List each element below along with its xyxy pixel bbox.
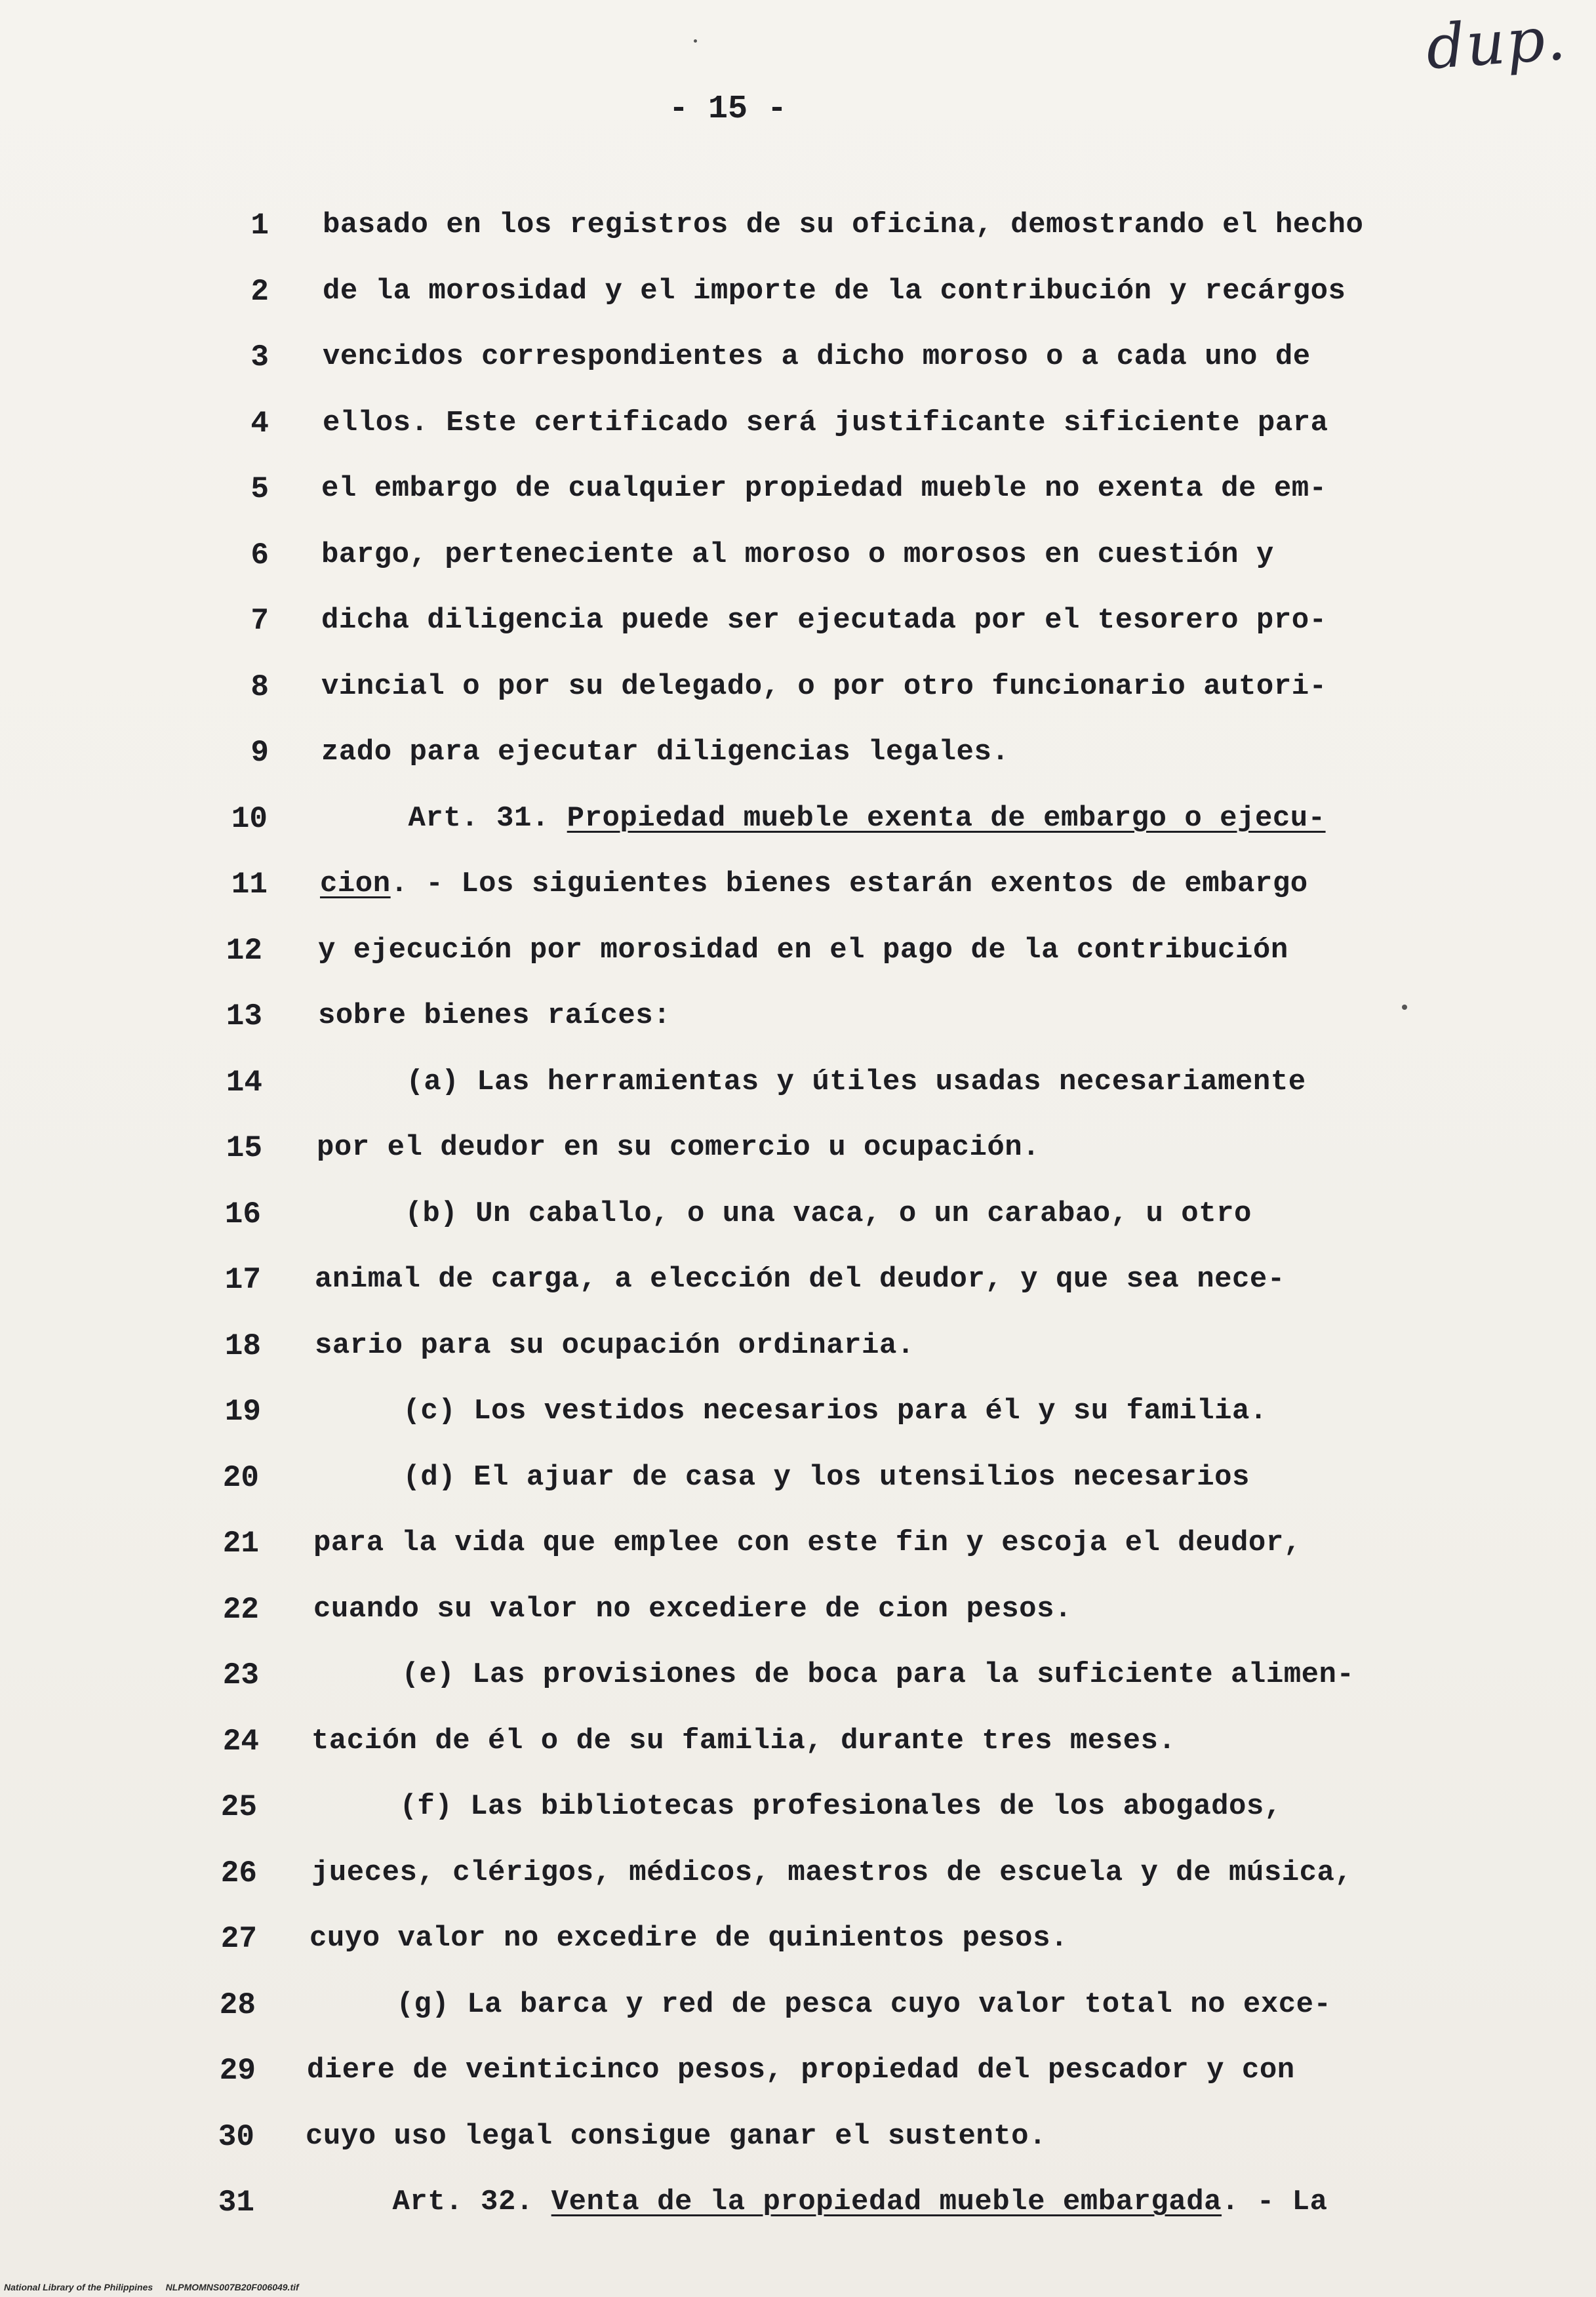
line-number: 11 <box>231 868 268 902</box>
text-line <box>0 1263 1443 1309</box>
line-number: 4 <box>250 406 269 441</box>
line-text-tail: . - La <box>1222 2186 1328 2218</box>
line-text: (a) Las herramientas y útiles usadas necesariamente <box>318 1065 1306 1098</box>
text-line <box>0 2186 1443 2231</box>
line-text: cuyo uso legal consigue ganar el sustento. <box>306 2119 1047 2153</box>
underlined-heading: Propiedad mueble exenta de embargo o ejecu- <box>567 801 1326 835</box>
text-line <box>0 209 1443 254</box>
line-number: 31 <box>218 2186 254 2220</box>
line-number: 3 <box>250 340 269 374</box>
text-line <box>0 1725 1443 1770</box>
line-text: cuando su valor no excediere de cion pesos. <box>313 1592 1072 1626</box>
line-number: 22 <box>222 1592 259 1627</box>
text-line <box>0 1461 1443 1507</box>
line-text: por el deudor en su comercio u ocupación. <box>317 1131 1041 1164</box>
line-number: 15 <box>226 1131 262 1165</box>
line-number: 24 <box>222 1724 259 1759</box>
text-line <box>0 1922 1443 1968</box>
line-text: el embargo de cualquier propiedad mueble no exenta de em- <box>321 472 1327 505</box>
line-number: 21 <box>222 1527 259 1561</box>
line-text: (d) El ajuar de casa y los utensilios necesarios <box>315 1460 1250 1494</box>
line-text: (c) Los vestidos necesarios para él y su familia. <box>315 1395 1267 1428</box>
text-line <box>0 1395 1443 1441</box>
text-line <box>0 1197 1443 1243</box>
line-number: 5 <box>250 472 269 506</box>
page-number: - 15 - <box>668 90 788 128</box>
text-line <box>0 1329 1443 1375</box>
line-text: (f) Las bibliotecas profesionales de los abogados, <box>311 1790 1282 1823</box>
line-text: sobre bienes raíces: <box>318 999 671 1032</box>
line-text-lead: Art. 31. <box>320 801 567 835</box>
paper-speck <box>1402 1005 1407 1010</box>
line-text: y ejecución por morosidad en el pago de la contribución <box>318 933 1288 967</box>
line-text: animal de carga, a elección del deudor, y que sea nece- <box>315 1263 1285 1296</box>
line-text: zado para ejecutar diligencias legales. <box>321 736 1010 769</box>
text-line <box>0 1790 1443 1836</box>
line-number: 18 <box>224 1328 261 1363</box>
text-line <box>0 670 1443 716</box>
text-line <box>0 1131 1443 1177</box>
text-line <box>0 604 1443 650</box>
line-text: cuyo valor no excedire de quinientos pesos. <box>309 1922 1068 1955</box>
underlined-heading: cion <box>320 868 391 900</box>
line-text-tail: . - Los siguientes bienes estarán exentos de embargo <box>390 868 1308 900</box>
line-number: 23 <box>222 1658 259 1692</box>
line-number: 26 <box>220 1856 257 1890</box>
line-text: para la vida que emplee con este fin y escoja el deudor, <box>313 1527 1302 1559</box>
text-line <box>0 1593 1443 1639</box>
line-number: 14 <box>226 1065 262 1100</box>
text-line <box>0 999 1443 1045</box>
archive-footer: National Library of the Philippines NLPMOMNS007B20F006049.tif <box>4 2282 299 2292</box>
line-number: 1 <box>250 209 269 243</box>
line-text <box>304 2186 1327 2218</box>
handwritten-annotation: dup. <box>1424 3 1569 83</box>
line-text-lead: Art. 32. <box>304 2186 551 2218</box>
paper-speck <box>694 39 697 43</box>
line-number: 30 <box>218 2119 254 2154</box>
line-number: 8 <box>250 669 269 704</box>
text-line <box>0 1988 1443 2034</box>
line-number: 20 <box>222 1460 259 1495</box>
line-text: diere de veinticinco pesos, propiedad del pescador y con <box>307 2054 1295 2087</box>
line-number: 13 <box>226 999 262 1033</box>
line-text: vincial o por su delegado, o por otro funcionario autori- <box>321 669 1327 703</box>
line-text: basado en los registros de su oficina, demostrando el hecho <box>323 209 1364 241</box>
line-number: 16 <box>224 1197 261 1231</box>
line-text: de la morosidad y el importe de la contribución y recárgos <box>323 274 1346 308</box>
line-number: 7 <box>250 604 269 638</box>
text-line <box>0 802 1443 848</box>
text-line <box>0 2054 1443 2100</box>
line-number: 10 <box>231 801 268 836</box>
line-text: tación de él o de su familia, durante tres meses. <box>311 1724 1176 1757</box>
text-line <box>0 1066 1443 1111</box>
text-line <box>0 736 1443 782</box>
text-line <box>0 868 1443 913</box>
line-text: dicha diligencia puede ser ejecutada por el tesorero pro- <box>321 604 1327 637</box>
text-line <box>0 407 1443 452</box>
line-number: 28 <box>219 1987 256 2022</box>
line-number: 2 <box>250 274 269 309</box>
text-line <box>0 472 1443 518</box>
line-number: 19 <box>224 1395 261 1429</box>
line-text: (e) Las provisiones de boca para la suficiente alimen- <box>313 1658 1355 1691</box>
line-text: (b) Un caballo, o una vaca, o un carabao, u otro <box>317 1197 1252 1230</box>
text-line <box>0 2120 1443 2166</box>
line-text <box>320 802 1326 835</box>
line-text <box>320 868 1308 900</box>
text-line <box>0 1527 1443 1572</box>
line-text: sario para su ocupación ordinaria. <box>315 1328 915 1362</box>
line-number: 12 <box>226 933 262 968</box>
line-text: vencidos correspondientes a dicho moroso o a cada uno de <box>323 340 1311 373</box>
text-line <box>0 1658 1443 1704</box>
line-text: jueces, clérigos, médicos, maestros de escuela y de música, <box>311 1856 1353 1889</box>
line-number: 9 <box>250 736 269 770</box>
text-line <box>0 340 1443 386</box>
line-number: 27 <box>220 1922 257 1956</box>
text-line <box>0 538 1443 584</box>
line-number: 29 <box>219 2054 256 2088</box>
line-number: 25 <box>220 1790 257 1824</box>
text-line <box>0 275 1443 321</box>
line-text: bargo, perteneciente al moroso o morosos en cuestión y <box>321 538 1274 571</box>
text-line <box>0 934 1443 980</box>
underlined-heading: Venta de la propiedad mueble embargada <box>551 2186 1222 2218</box>
text-line <box>0 1856 1443 1902</box>
line-text: ellos. Este certificado será justificante sificiente para <box>323 406 1328 439</box>
line-number: 17 <box>224 1263 261 1297</box>
line-number: 6 <box>250 538 269 572</box>
line-text: (g) La barca y red de pesca cuyo valor total no exce- <box>308 1987 1332 2021</box>
